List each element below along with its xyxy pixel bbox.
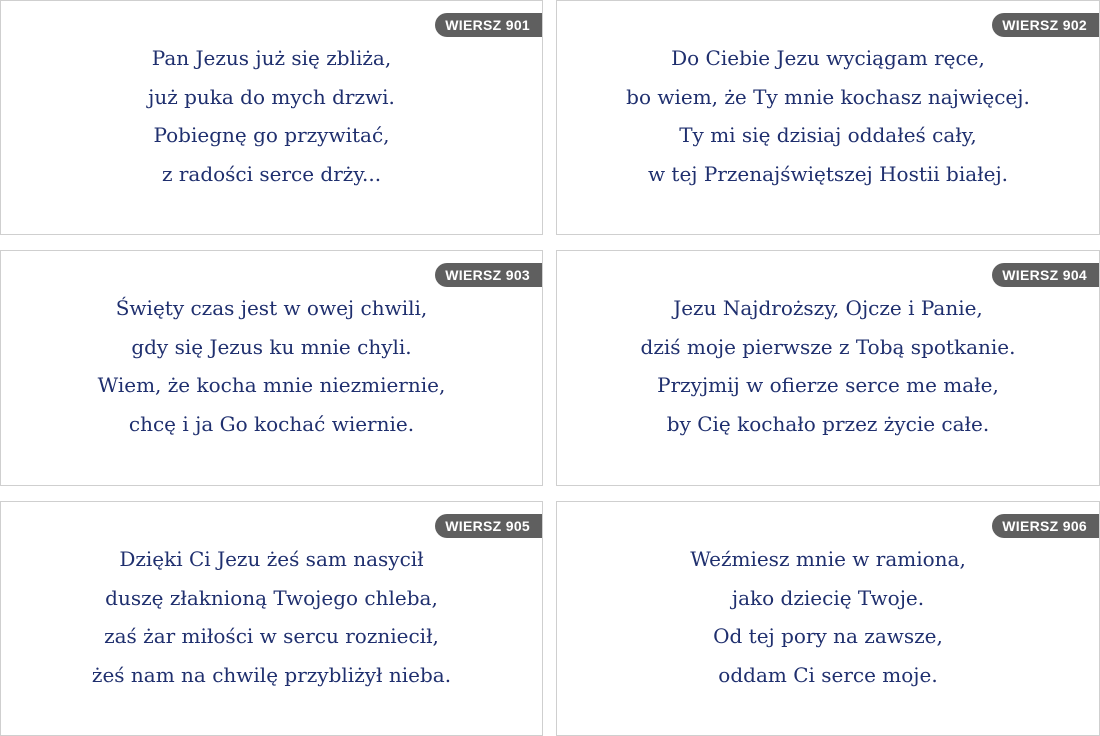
poem-line: jako dziecię Twoje.	[731, 585, 925, 610]
poem-card-903	[0, 250, 543, 486]
poem-line: duszę złaknioną Twojego chleba,	[105, 585, 438, 610]
poem-card-904	[556, 250, 1100, 486]
poem-text	[1, 289, 542, 443]
poem-line: chcę i ja Go kochać wiernie.	[128, 411, 415, 436]
poem-text	[1, 39, 542, 193]
poem-number-badge: WIERSZ 903	[435, 263, 542, 287]
poem-card-905	[0, 501, 543, 736]
poem-number-badge: WIERSZ 905	[435, 514, 542, 538]
poem-text	[1, 540, 542, 694]
poem-text	[557, 540, 1099, 694]
poem-text	[557, 289, 1099, 443]
poem-line: gdy się Jezus ku mnie chyli.	[131, 334, 412, 359]
poem-line: z radości serce drży...	[161, 161, 382, 186]
poem-text	[557, 39, 1099, 193]
poem-line: by Cię kochało przez życie całe.	[666, 411, 990, 436]
poem-line: Do Ciebie Jezu wyciągam ręce,	[671, 46, 985, 70]
poem-number-badge: WIERSZ 902	[992, 13, 1099, 37]
poem-line: bo wiem, że Ty mnie kochasz najwięcej.	[626, 84, 1030, 109]
poem-line: Dzięki Ci Jezu żeś sam nasycił	[119, 547, 424, 571]
poem-number-badge: WIERSZ 901	[435, 13, 542, 37]
poem-line: Przyjmij w ofierze serce me małe,	[657, 373, 999, 397]
poem-line: Święty czas jest w owej chwili,	[115, 296, 428, 320]
poem-line: już puka do mych drzwi.	[148, 84, 395, 109]
poem-line: zaś żar miłości w sercu rozniecił,	[104, 624, 439, 648]
poem-number-badge: WIERSZ 906	[992, 514, 1099, 538]
poem-number-badge: WIERSZ 904	[992, 263, 1099, 287]
poem-line: Ty mi się dzisiaj oddałeś cały,	[679, 123, 977, 147]
poem-line: w tej Przenajświętszej Hostii białej.	[647, 161, 1009, 186]
poem-line: Od tej pory na zawsze,	[713, 624, 943, 648]
poem-card-902	[556, 0, 1100, 235]
poem-line: Pobiegnę go przywitać,	[153, 123, 390, 147]
poem-card-906	[556, 501, 1100, 736]
poem-line: dziś moje pierwsze z Tobą spotkanie.	[640, 334, 1016, 359]
poem-card-901	[0, 0, 543, 235]
poem-line: Weźmiesz mnie w ramiona,	[690, 547, 966, 571]
poem-line: żeś nam na chwilę przybliżył nieba.	[91, 662, 452, 687]
poem-line: oddam Ci serce moje.	[718, 662, 938, 687]
poem-line: Jezu Najdroższy, Ojcze i Panie,	[673, 296, 983, 320]
poem-line: Pan Jezus już się zbliża,	[151, 46, 392, 70]
poem-line: Wiem, że kocha mnie niezmiernie,	[97, 373, 446, 397]
